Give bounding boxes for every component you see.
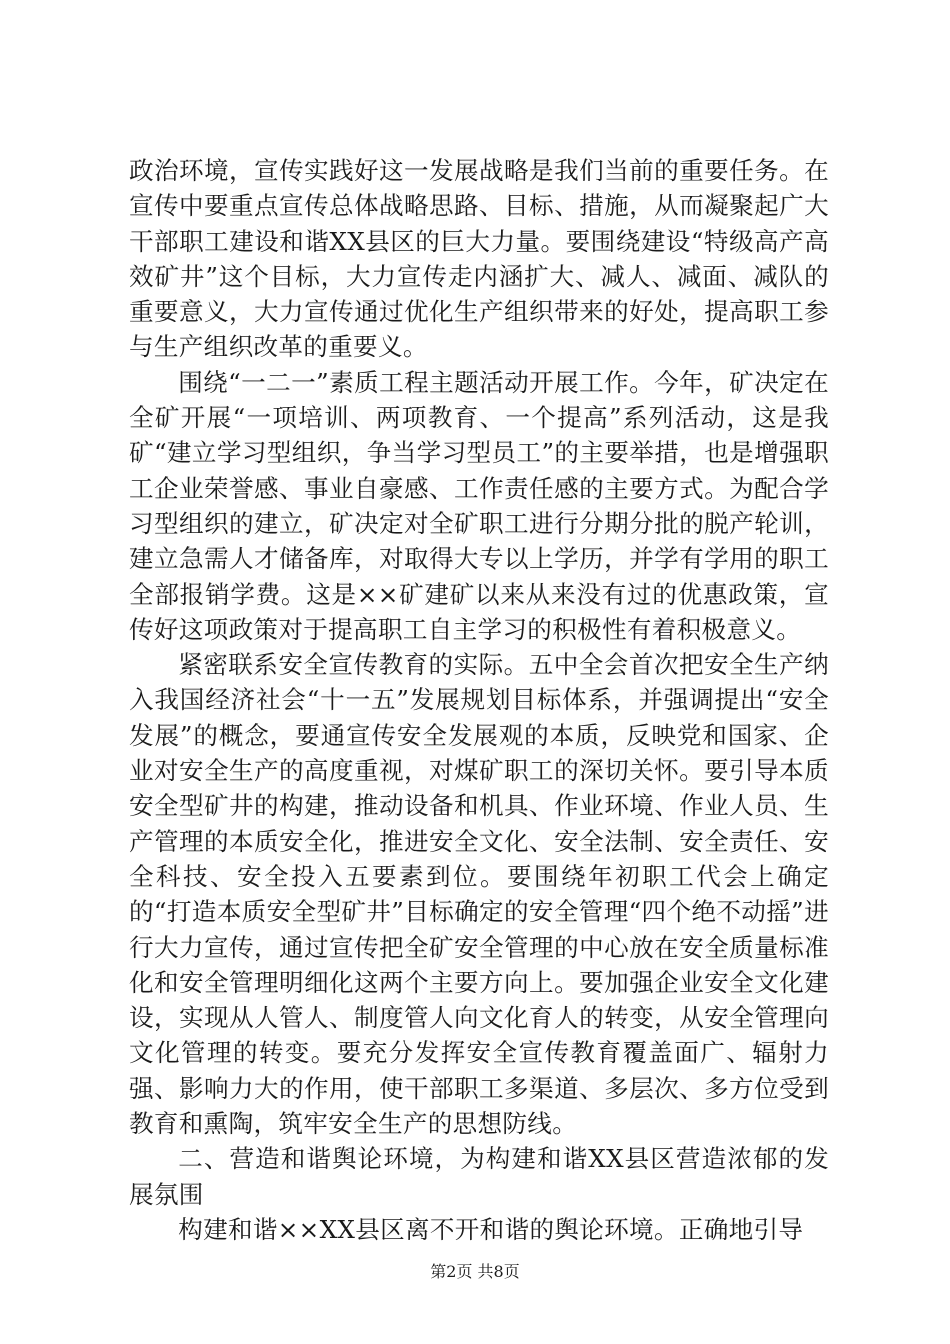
page-footer (0, 1262, 950, 1282)
page-number: 第2页 共8页 (430, 1262, 520, 1281)
document-body (129, 153, 829, 1247)
paragraph-2: 围绕“一二一”素质工程主题活动开展工作。今年，矿决定在全矿开展“一项培训、两项教育、一个提高”系列活动，这是我矿“建立学习型组织，争当学习型员工”的主要举措，也是增强职工企业荣誉感、事业自豪感、工作责任感的主要方式。为配合学习型组织的建立，矿决定对全矿职工进行分期分批的脱产轮训，建立急需人才储备库，对取得大专以上学历，并学有学用的职工全部报销学费。这是××矿建矿以来从来没有过的优惠政策，宣传好这项政策对于提高职工自主学习的积极性有着积极意义。 (129, 367, 829, 644)
section-heading: 二、营造和谐舆论环境，为构建和谐XX县区营造浓郁的发展氛围 (129, 1144, 829, 1209)
paragraph-4: 构建和谐××XX县区离不开和谐的舆论环境。正确地引导 (178, 1214, 804, 1244)
paragraph-3: 紧密联系安全宣传教育的实际。五中全会首次把安全生产纳入我国经济社会“十一五”发展规划目标体系，并强调提出“安全发展”的概念，要通宣传安全发展观的本质，反映党和国家、企业对安全生产的高度重视，对煤矿职工的深切关怀。要引导本质安全型矿井的构建，推动设备和机具、作业环境、作业人员、生产管理的本质安全化，推进安全文化、安全法制、安全责任、安全科技、安全投入五要素到位。要围绕年初职工代会上确定的“打造本质安全型矿井”目标确定的安全管理“四个绝不动摇”进行大力宣传，通过宣传把全矿安全管理的中心放在安全质量标准化和安全管理明细化这两个主要方向上。要加强企业安全文化建设，实现从人管人、制度管人向文化育人的转变，从安全管理向文化管理的转变。要充分发挥安全宣传教育覆盖面广、辐射力强、影响力大的作用，使干部职工多渠道、多层次、多方位受到教育和熏陶，筑牢安全生产的思想防线。 (129, 650, 829, 1139)
paragraph-1: 政治环境，宣传实践好这一发展战略是我们当前的重要任务。在宣传中要重点宣传总体战略思路、目标、措施，从而凝聚起广大干部职工建设和谐XX县区的巨大力量。要围绕建设“特级高产高效矿井”这个目标，大力宣传走内涵扩大、减人、减面、减队的重要意义，大力宣传通过优化生产组织带来的好处，提高职工参与生产组织改革的重要义。 (129, 156, 829, 362)
